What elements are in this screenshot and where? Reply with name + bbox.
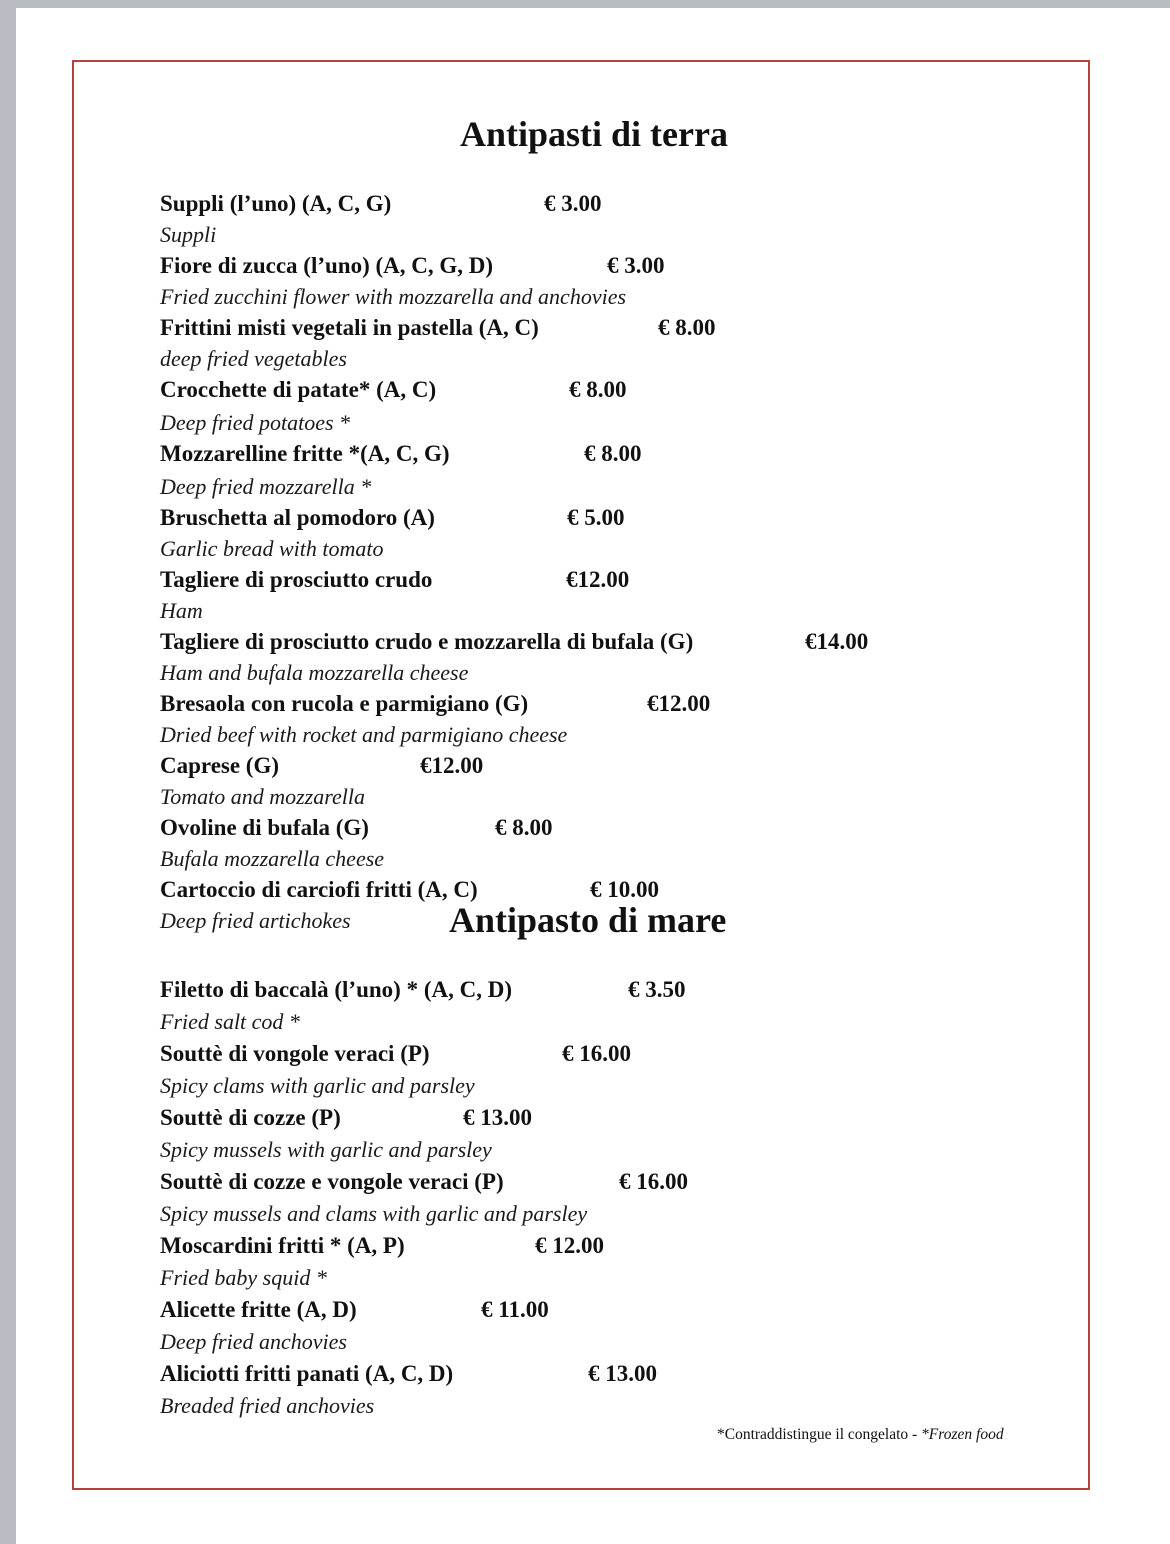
menu-item-description: Bufala mozzarella cheese [160,846,385,871]
menu-item-name: Ovoline di bufala (G) [160,815,369,840]
menu-item-price: € 3.00 [544,191,602,216]
menu-item-name: Filetto di baccalà (l’uno) * (A, C, D) [160,977,512,1002]
menu-item-description: deep fried vegetables [160,346,347,371]
menu-item-name: Souttè di cozze (P) [160,1105,341,1130]
menu-item-name: Tagliere di prosciutto crudo [160,567,433,592]
menu-item-price: €14.00 [805,629,869,654]
menu-item-price: € 13.00 [463,1105,532,1130]
menu-item-price: € 8.00 [495,815,553,840]
menu-item-description: Dried beef with rocket and parmigiano cheese [160,722,568,747]
menu-item-price: € 3.50 [628,977,686,1002]
menu-item-description: Ham [160,598,203,623]
menu-item-price: € 8.00 [569,377,627,402]
menu-item-name: Mozzarelline fritte *(A, C, G) [160,441,450,466]
menu-item-description: Deep fried mozzarella * [160,474,372,499]
menu-item-description: Fried zucchini flower with mozzarella and anchovies [160,284,627,309]
menu-item-description: Fried baby squid * [160,1265,327,1290]
footnote-text: *Contraddistingue il congelato - [717,1426,922,1443]
section-title-terra: Antipasti di terra [460,114,728,154]
menu-item-price: € 13.00 [588,1361,657,1386]
menu-item-description: Spicy clams with garlic and parsley [160,1073,475,1098]
menu-item-description: Tomato and mozzarella [160,784,365,809]
menu-item-name: Aliciotti fritti panati (A, C, D) [160,1361,454,1386]
menu-item-description: Fried salt cod * [160,1009,300,1034]
section-title-mare: Antipasto di mare [449,900,727,940]
menu-item-price: € 3.00 [607,253,665,278]
menu-item-description: Ham and bufala mozzarella cheese [160,660,469,685]
menu-item-price: € 11.00 [481,1297,549,1322]
menu-item-name: Suppli (l’uno) (A, C, G) [160,191,392,216]
menu-item-name: Tagliere di prosciutto crudo e mozzarella di bufala (G) [160,629,694,654]
menu-item-name: Souttè di cozze e vongole veraci (P) [160,1169,504,1194]
menu-item-description: Garlic bread with tomato [160,536,384,561]
menu-item-description: Deep fried potatoes * [160,410,351,435]
menu-item-name: Bresaola con rucola e parmigiano (G) [160,691,529,716]
menu-item-price: € 16.00 [562,1041,631,1066]
menu-item-description: Suppli [160,222,217,247]
menu-item-name: Caprese (G) [160,753,280,778]
menu-item-price: € 16.00 [619,1169,688,1194]
menu-item-price: €12.00 [420,753,484,778]
menu-item-price: €12.00 [647,691,711,716]
menu-item-description: Spicy mussels and clams with garlic and parsley [160,1201,588,1226]
menu-item-price: € 12.00 [535,1233,604,1258]
footnote-italic: *Frozen food [921,1426,1004,1443]
menu-item-price: €12.00 [566,567,630,592]
menu-item-name: Crocchette di patate* (A, C) [160,377,437,402]
menu-item-name: Frittini misti vegetali in pastella (A, C) [160,315,539,340]
menu-item-price: € 8.00 [658,315,716,340]
menu-item-name: Alicette fritte (A, D) [160,1297,357,1322]
menu-item-description: Breaded fried anchovies [160,1393,375,1418]
menu-item-description: Spicy mussels with garlic and parsley [160,1137,492,1162]
menu-item-price: € 10.00 [590,877,659,902]
menu-item-description: Deep fried artichokes [160,908,351,933]
menu-item-name: Cartoccio di carciofi fritti (A, C) [160,877,478,902]
menu-item-name: Bruschetta al pomodoro (A) [160,505,435,530]
menu-item-description: Deep fried anchovies [160,1329,347,1354]
menu-item-name: Moscardini fritti * (A, P) [160,1233,405,1258]
menu-item-price: € 8.00 [584,441,642,466]
menu-item-name: Fiore di zucca (l’uno) (A, C, G, D) [160,253,494,278]
menu-item-price: € 5.00 [567,505,625,530]
menu-item-name: Souttè di vongole veraci (P) [160,1041,430,1066]
frozen-food-footnote [717,1425,1004,1445]
